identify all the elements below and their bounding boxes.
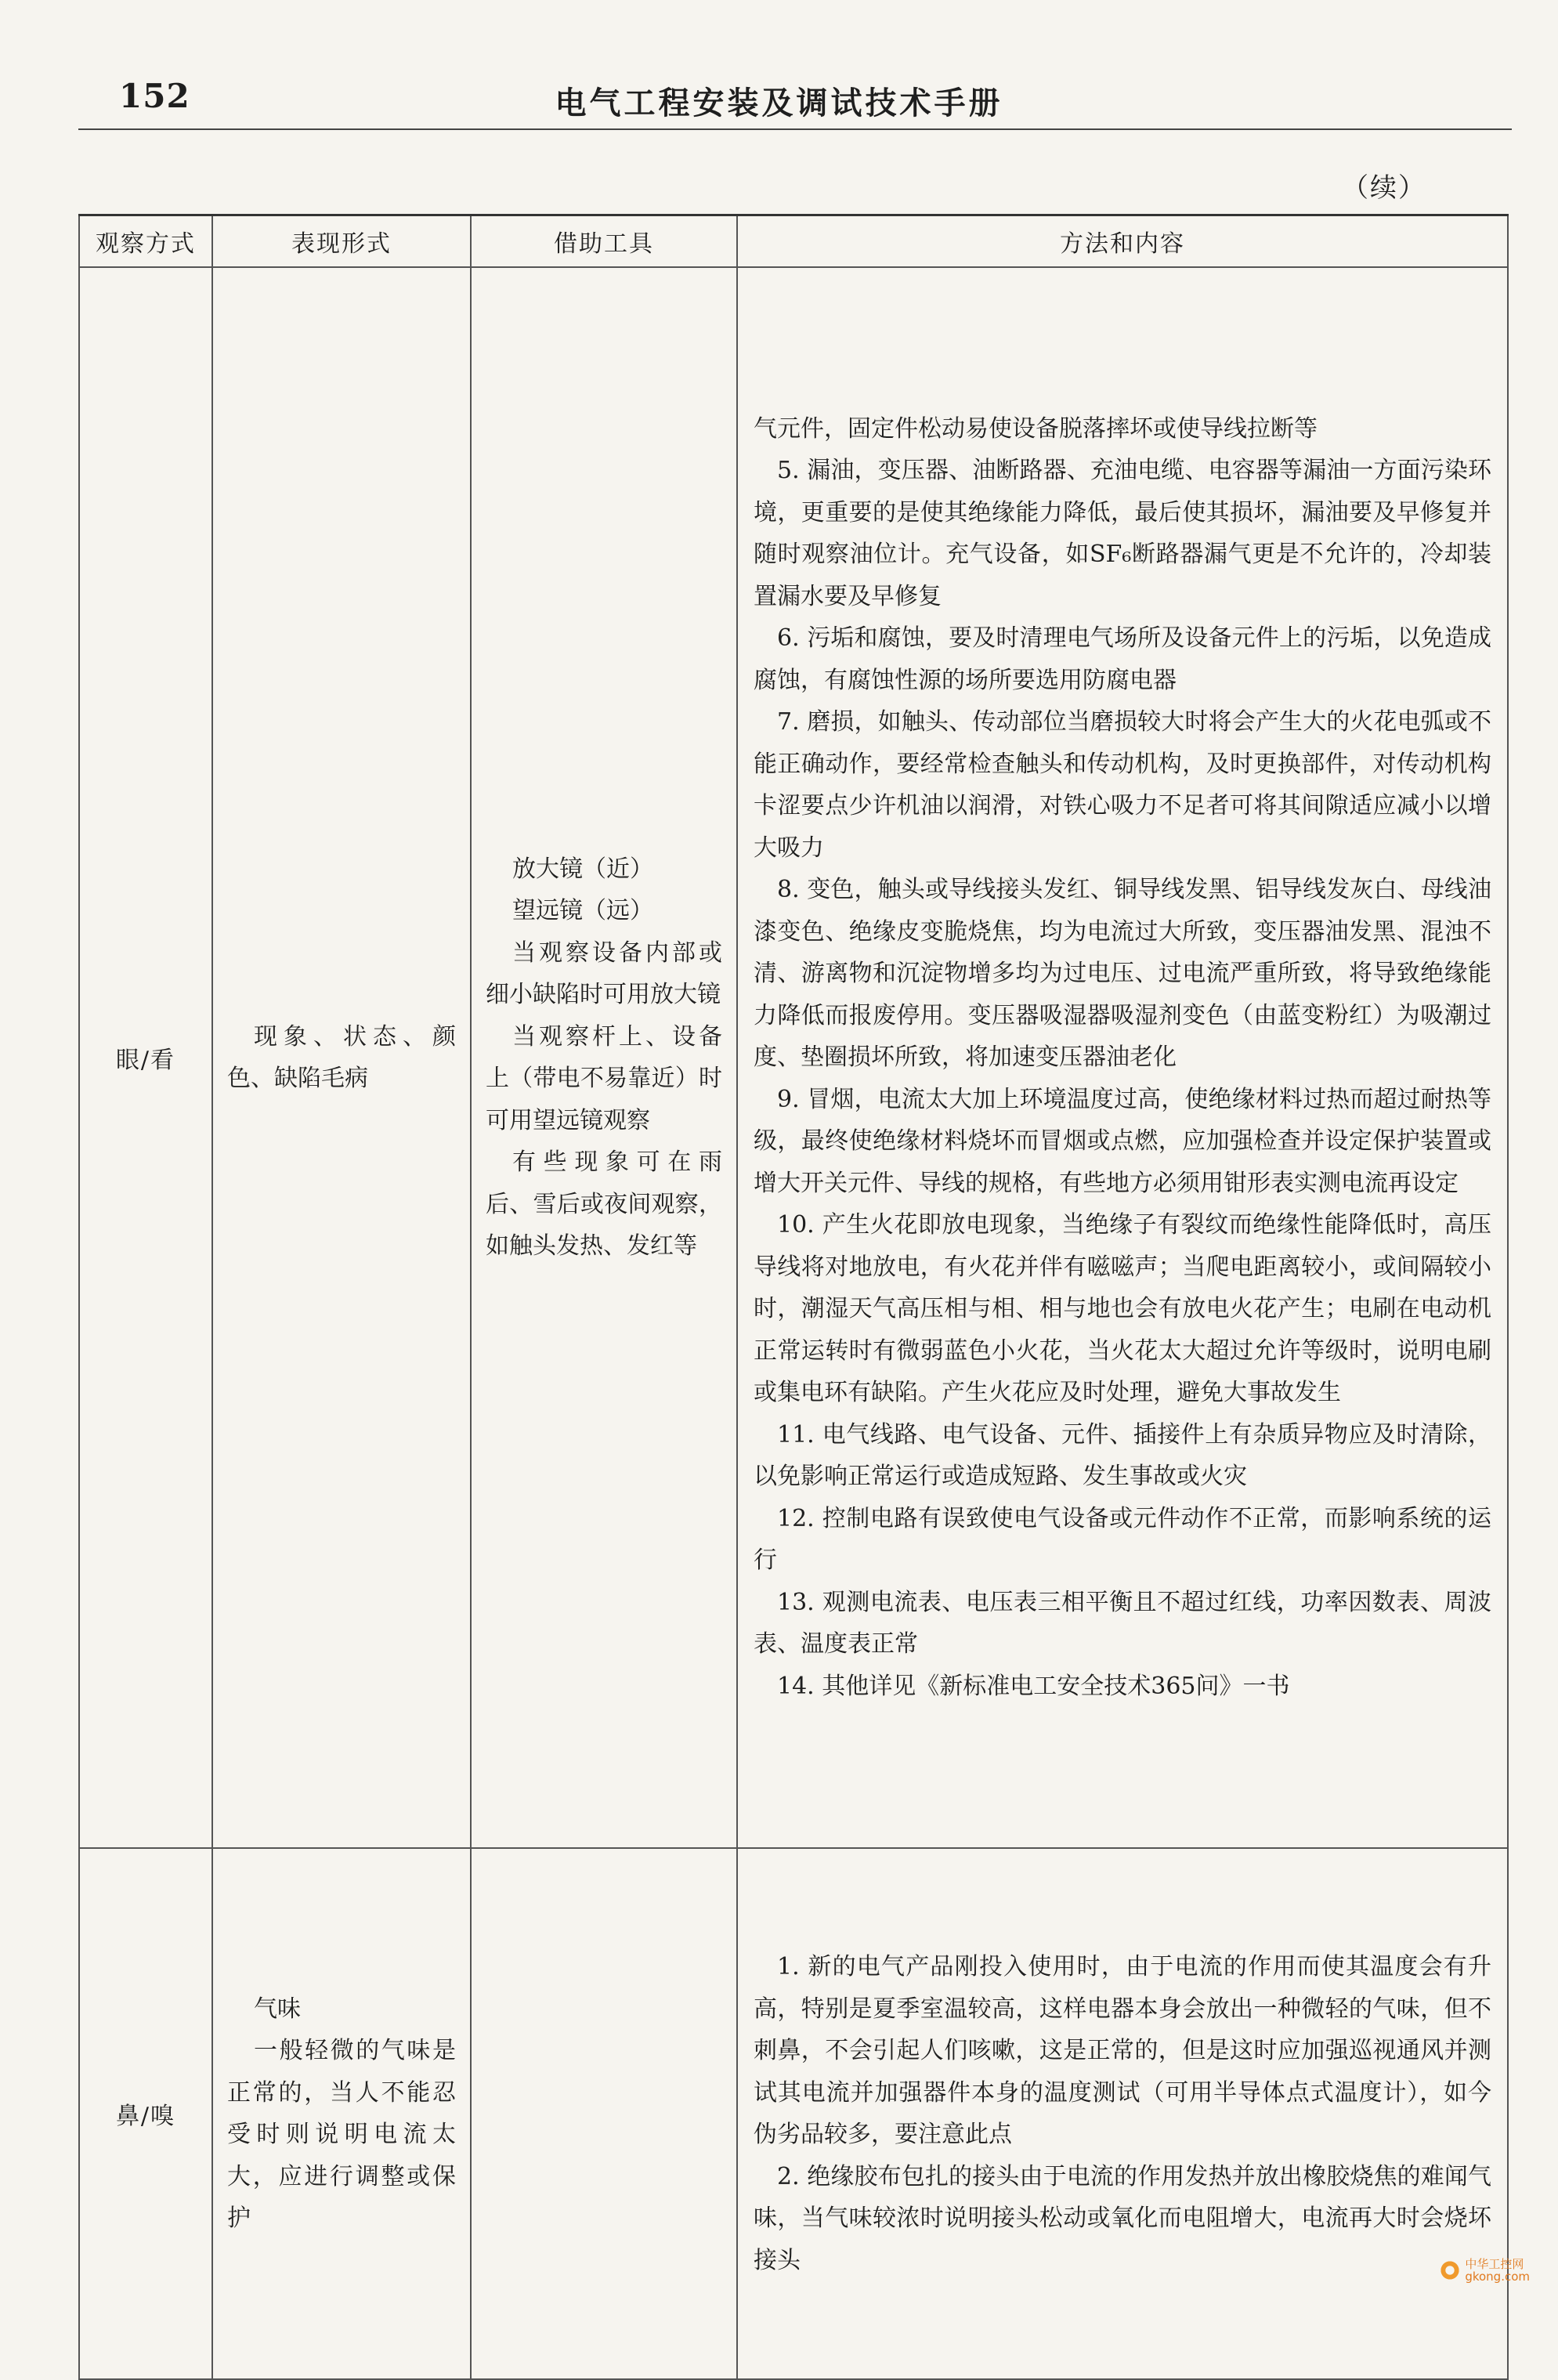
tools-cell xyxy=(471,267,737,1848)
manifestation-text: 气味 xyxy=(254,1995,301,2023)
content-paragraph: 10. 产生火花即放电现象，当绝缘子有裂纹而绝缘性能降低时，高压导线将对地放电，有火花并伴有嗞嗞声；当爬电距离较小，或间隔较小时，潮湿天气高压相与相、相与地也会有放电火花产生；电刷在电动机正常运转时有微弱蓝色小火花，当火花太大超过允许等级时，说明电刷或集电环有缺陷。产生火花应及时处理，避免大事故发生 xyxy=(754,1211,1491,1407)
gear-icon xyxy=(1440,2260,1460,2281)
manifestation-text: 现象、状态、颜色、缺陷毛病 xyxy=(227,1022,456,1092)
column-header: 方法和内容 xyxy=(737,215,1508,268)
inspection-table xyxy=(78,214,1509,2380)
tool-item: 当观察杆上、设备上（带电不易靠近）时可用望远镜观察 xyxy=(486,1022,722,1134)
content-paragraph: 2. 绝缘胶布包扎的接头由于电流的作用发热并放出橡胶烧焦的难闻气味，当气味较浓时说明接头松动或氧化而电阻增大，电流再大时会烧坏接头 xyxy=(754,2162,1491,2274)
page-number: 152 xyxy=(119,77,190,115)
watermark-line1: 中华工控网 xyxy=(1465,2257,1524,2271)
header-rule xyxy=(78,128,1512,130)
content-paragraph: 11. 电气线路、电气设备、元件、插接件上有杂质异物应及时清除，以免影响正常运行或造成短路、发生事故或火灾 xyxy=(754,1420,1491,1491)
tools-cell xyxy=(471,1848,737,2379)
content-paragraph: 6. 污垢和腐蚀，要及时清理电气场所及设备元件上的污垢，以免造成腐蚀，有腐蚀性源的场所要选用防腐电器 xyxy=(754,624,1491,694)
tool-item: 有些现象可在雨后、雪后或夜间观察，如触头发热、发红等 xyxy=(486,1148,722,1260)
observation-method: 鼻/嗅 xyxy=(79,1848,212,2379)
content-cell xyxy=(737,267,1508,1848)
continued-label: （续） xyxy=(1342,172,1426,204)
content-paragraph: 气元件，固定件松动易使设备脱落摔坏或使导线拉断等 xyxy=(754,414,1318,443)
table-row xyxy=(79,267,1508,1848)
content-paragraph: 5. 漏油，变压器、油断路器、充油电缆、电容器等漏油一方面污染环境，更重要的是使其绝缘能力降低，最后使其损坏，漏油要及早修复并随时观察油位计。充气设备，如SF₆断路器漏气更是不允许的，冷却装置漏水要及早修复 xyxy=(754,457,1491,610)
content-paragraph: 9. 冒烟，电流太大加上环境温度过高，使绝缘材料过热而超过耐热等级，最终使绝缘材料烧坏而冒烟或点燃，应加强检查并设定保护装置或增大开关元件、导线的规格，有些地方必须用钳形表实测电流再设定 xyxy=(754,1085,1491,1197)
manifestation-cell xyxy=(212,267,471,1848)
table-header-row xyxy=(79,215,1508,268)
content-paragraph: 14. 其他详见《新标准电工安全技术365问》一书 xyxy=(777,1672,1290,1700)
content-paragraph: 1. 新的电气产品刚投入使用时，由于电流的作用而使其温度会有升高，特别是夏季室温较高，这样电器本身会放出一种微轻的气味，但不刺鼻，不会引起人们咳嗽，这是正常的，但是这时应加强巡视通风并测试其电流并加强器件本身的温度测试（可用半导体点式温度计），如今伪劣品较多，要注意此点 xyxy=(754,1953,1491,2148)
content-cell xyxy=(737,1848,1508,2379)
column-header: 表现形式 xyxy=(212,215,471,268)
content-paragraph: 8. 变色，触头或导线接头发红、铜导线发黑、铝导线发灰白、母线油漆变色、绝缘皮变脆烧焦，均为电流过大所致，变压器油发黑、混浊不清、游离物和沉淀物增多均为过电压、过电流严重所致，将导致绝缘能力降低而报废停用。变压器吸湿器吸湿剂变色（由蓝变粉红）为吸潮过度、垫圈损坏所致，将加速变压器油老化 xyxy=(754,876,1491,1072)
table-row xyxy=(79,1848,1508,2379)
book-title: 电气工程安装及调试技术手册 xyxy=(555,85,1003,121)
observation-method: 眼/看 xyxy=(79,267,212,1848)
manifestation-cell xyxy=(212,1848,471,2379)
column-header: 借助工具 xyxy=(471,215,737,268)
content-paragraph: 12. 控制电路有误致使电气设备或元件动作不正常，而影响系统的运行 xyxy=(754,1504,1491,1575)
column-header: 观察方式 xyxy=(79,215,212,268)
tool-item: 当观察设备内部或细小缺陷时可用放大镜 xyxy=(486,939,722,1008)
manifestation-text: 一般轻微的气味是正常的，当人不能忍受时则说明电流太大，应进行调整或保护 xyxy=(227,2037,456,2232)
watermark-line2: gkong.com xyxy=(1465,2270,1530,2284)
tool-item: 望远镜（远） xyxy=(512,897,653,924)
tool-item: 放大镜（近） xyxy=(512,855,653,883)
content-paragraph: 13. 观测电流表、电压表三相平衡且不超过红线，功率因数表、周波表、温度表正常 xyxy=(754,1588,1491,1658)
watermark-logo xyxy=(1440,2258,1530,2283)
content-paragraph: 7. 磨损，如触头、传动部位当磨损较大时将会产生大的火花电弧或不能正确动作，要经常检查触头和传动机构，及时更换部件，对传动机构卡涩要点少许机油以润滑，对铁心吸力不足者可将其间隙适应减小以增大吸力 xyxy=(754,708,1491,862)
